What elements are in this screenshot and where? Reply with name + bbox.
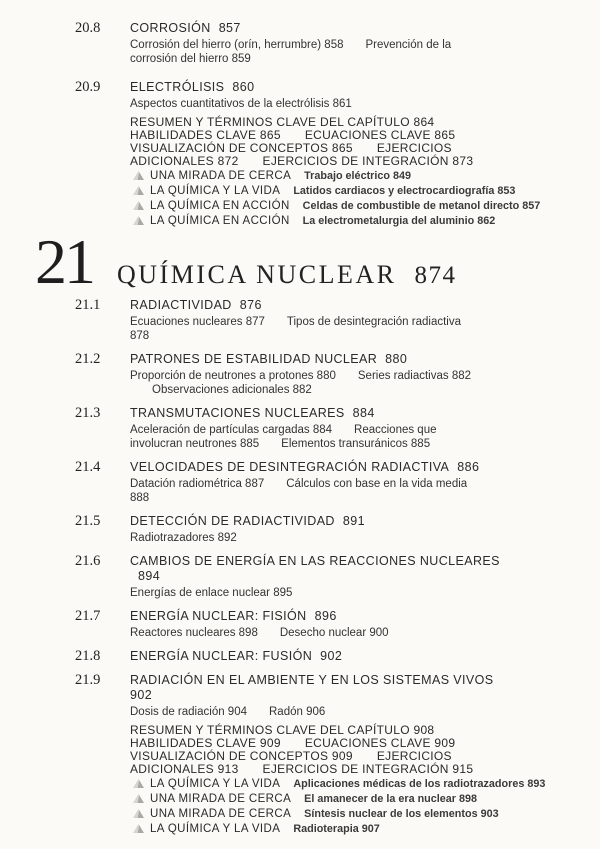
feature-label: LA QUÍMICA EN ACCIÓN — [150, 215, 290, 227]
section-title-line — [130, 609, 505, 624]
section-page-number: 860 — [232, 80, 255, 94]
end-matter-entry: HABILIDADES CLAVE 909 — [130, 736, 281, 750]
triangle-pyramid-icon — [133, 216, 144, 225]
feature-description: Trabajo eléctrico 849 — [304, 170, 411, 182]
end-matter-entry: VISUALIZACIÓN DE CONCEPTOS 865 — [130, 141, 353, 155]
section-page-number: 886 — [457, 460, 480, 474]
feature-entry — [133, 185, 550, 198]
end-matter-entry: EJERCICIOS ADICIONALES 913 — [130, 749, 452, 776]
subtopic-line — [130, 705, 482, 719]
section-title: RADIACIÓN EN EL AMBIENTE Y EN LOS SISTEMAS VIVOS — [130, 673, 494, 687]
triangle-pyramid-icon — [133, 779, 144, 788]
chapter-title: QUÍMICA NUCLEAR — [117, 260, 397, 289]
section-number: 21.5 — [75, 513, 101, 529]
section-page-number: 891 — [342, 514, 365, 528]
feature-description: Latidos cardiacos y electrocardiografía 853 — [293, 185, 516, 197]
subtopic-line — [130, 586, 482, 600]
section-title-line — [130, 673, 505, 703]
feature-description: Síntesis nuclear de los elementos 903 — [304, 808, 499, 820]
subtopic-entry: Series radiactivas 882 — [357, 370, 472, 382]
section-page-number: 902 — [320, 649, 343, 663]
section-title-line — [130, 21, 505, 36]
section-entry — [130, 298, 505, 343]
end-matter-entry: HABILIDADES CLAVE 865 — [130, 128, 281, 142]
section-title: VELOCIDADES DE DESINTEGRACIÓN RADIACTIVA — [130, 460, 450, 474]
feature-label: LA QUÍMICA Y LA VIDA — [150, 823, 281, 835]
subtopic-entry: Radiotrazadores 892 — [130, 532, 237, 544]
feature-label: UNA MIRADA DE CERCA — [150, 170, 292, 182]
feature-entry — [133, 215, 550, 228]
section-title: PATRONES DE ESTABILIDAD NUCLEAR — [130, 352, 378, 366]
section-list-ch21 — [35, 298, 580, 719]
section-title-line — [130, 649, 505, 664]
section-entry — [130, 460, 505, 505]
section-number: 21.3 — [75, 405, 101, 421]
section-page-number: 894 — [138, 569, 161, 583]
chapter-21-toc — [35, 298, 580, 836]
chapter-20-toc-part — [35, 21, 580, 228]
end-matter-entry: RESUMEN Y TÉRMINOS CLAVE DEL CAPÍTULO 908 — [130, 723, 435, 737]
section-number: 21.9 — [75, 672, 101, 688]
subtopic-entry: Ecuaciones nucleares 877 — [130, 316, 265, 328]
section-page-number: 902 — [130, 688, 153, 702]
triangle-pyramid-icon — [133, 824, 144, 833]
section-number: 20.9 — [75, 79, 101, 95]
subtopic-entry: Reactores nucleares 898 — [130, 627, 258, 639]
section-number: 21.4 — [75, 459, 101, 475]
subtopic-entry: Desecho nuclear 900 — [279, 627, 389, 639]
section-entry — [130, 649, 505, 664]
section-title-line — [130, 352, 505, 367]
feature-entry — [133, 808, 550, 821]
section-page-number: 896 — [314, 609, 337, 623]
feature-description: La electrometalurgia del aluminio 862 — [302, 215, 496, 227]
triangle-pyramid-icon — [133, 171, 144, 180]
section-number: 20.8 — [75, 20, 101, 36]
section-title: RADIACTIVIDAD — [130, 298, 232, 312]
feature-label: LA QUÍMICA Y LA VIDA — [150, 185, 281, 197]
section-title-line — [130, 298, 505, 313]
section-page-number: 884 — [352, 406, 375, 420]
section-entry — [130, 554, 505, 600]
end-matter-entry: EJERCICIOS DE INTEGRACIÓN 915 — [262, 762, 474, 776]
feature-label: UNA MIRADA DE CERCA — [150, 793, 292, 805]
triangle-pyramid-icon — [133, 794, 144, 803]
triangle-pyramid-icon — [133, 186, 144, 195]
feature-entry — [133, 793, 550, 806]
section-page-number: 880 — [385, 352, 408, 366]
triangle-pyramid-icon — [133, 201, 144, 210]
subtopic-line — [130, 369, 482, 397]
subtopic-line — [130, 626, 482, 640]
feature-description: Aplicaciones médicas de los radiotrazadores 893 — [293, 778, 546, 790]
section-title-line — [130, 406, 505, 421]
section-entry — [130, 21, 505, 66]
subtopic-line — [130, 531, 482, 545]
feature-list-ch20 — [133, 170, 580, 228]
toc-section-row — [75, 514, 580, 545]
section-page-number: 857 — [218, 21, 241, 35]
subtopic-entry: Energías de enlace nuclear 895 — [130, 587, 293, 599]
section-entry — [130, 406, 505, 451]
end-matter-entry: VISUALIZACIÓN DE CONCEPTOS 909 — [130, 749, 353, 763]
section-number: 21.8 — [75, 648, 101, 664]
section-title-line — [130, 514, 505, 529]
subtopic-entry: Aspectos cuantitativos de la electrólisis 861 — [130, 98, 352, 110]
feature-description: Celdas de combustible de metanol directo 857 — [302, 200, 541, 212]
subtopic-entry: Observaciones adicionales 882 — [152, 384, 312, 396]
end-matter-ch20 — [130, 116, 490, 168]
end-matter-entry: RESUMEN Y TÉRMINOS CLAVE DEL CAPÍTULO 864 — [130, 115, 435, 129]
section-title-line — [130, 554, 505, 584]
subtopic-entry: Dosis de radiación 904 — [130, 706, 247, 718]
toc-section-row — [75, 554, 580, 600]
subtopic-entry: Aceleración de partículas cargadas 884 — [130, 424, 333, 436]
end-matter-entry: EJERCICIOS DE INTEGRACIÓN 873 — [262, 154, 474, 168]
feature-label: LA QUÍMICA Y LA VIDA — [150, 778, 281, 790]
section-title: ELECTRÓLISIS — [130, 80, 225, 94]
section-title: CORROSIÓN — [130, 21, 211, 35]
toc-section-row — [75, 649, 580, 664]
end-matter-ch21 — [130, 724, 490, 776]
end-matter-entry: ECUACIONES CLAVE 865 — [304, 128, 456, 142]
subtopic-line — [130, 477, 482, 505]
feature-description: El amanecer de la era nuclear 898 — [304, 793, 478, 805]
section-entry — [130, 514, 505, 545]
toc-section-row — [75, 352, 580, 397]
toc-section-row — [75, 609, 580, 640]
section-title: ENERGÍA NUCLEAR: FUSIÓN — [130, 649, 313, 663]
end-matter-entry: ECUACIONES CLAVE 909 — [304, 736, 456, 750]
subtopic-line — [130, 97, 482, 111]
section-title: TRANSMUTACIONES NUCLEARES — [130, 406, 345, 420]
subtopic-line — [130, 315, 482, 343]
section-entry — [130, 673, 505, 719]
feature-entry — [133, 823, 550, 836]
feature-entry — [133, 200, 550, 213]
section-number: 21.2 — [75, 351, 101, 367]
chapter-21-heading — [35, 226, 580, 297]
feature-description: Radioterapia 907 — [293, 823, 380, 835]
toc-section-row — [75, 460, 580, 505]
subtopic-entry: Elementos transuránicos 885 — [281, 438, 431, 450]
section-number: 21.6 — [75, 553, 101, 569]
section-title: CAMBIOS DE ENERGÍA EN LAS REACCIONES NUCLEARES — [130, 554, 500, 568]
subtopic-entry: Datación radiométrica 887 — [130, 478, 265, 490]
subtopic-line — [130, 38, 482, 66]
end-matter-entry: EJERCICIOS ADICIONALES 872 — [130, 141, 452, 168]
subtopic-entry: Radón 906 — [269, 706, 326, 718]
toc-section-row — [75, 21, 580, 66]
toc-section-row — [75, 298, 580, 343]
section-title: ENERGÍA NUCLEAR: FISIÓN — [130, 609, 307, 623]
subtopic-line — [130, 423, 482, 451]
section-entry — [130, 352, 505, 397]
subtopic-entry: Prevención de la corrosión del hierro 859 — [130, 39, 452, 65]
subtopic-entry: Corrosión del hierro (orín, herrumbre) 858 — [130, 39, 344, 51]
feature-entry — [133, 170, 550, 183]
chapter-page-number: 874 — [414, 262, 457, 289]
subtopic-entry: Tipos de desintegración radiactiva 878 — [130, 316, 461, 342]
chapter-number: 21 — [35, 226, 93, 297]
feature-label: UNA MIRADA DE CERCA — [150, 808, 292, 820]
section-list-ch20 — [35, 21, 580, 111]
section-title-line — [130, 460, 505, 475]
section-entry — [130, 80, 505, 111]
section-page-number: 876 — [239, 298, 262, 312]
feature-label: LA QUÍMICA EN ACCIÓN — [150, 200, 290, 212]
section-entry — [130, 609, 505, 640]
subtopic-entry: Reacciones que involucran neutrones 885 — [130, 424, 437, 450]
section-number: 21.1 — [75, 297, 101, 313]
toc-section-row — [75, 673, 580, 719]
triangle-pyramid-icon — [133, 809, 144, 818]
section-title: DETECCIÓN DE RADIACTIVIDAD — [130, 514, 335, 528]
subtopic-entry: Cálculos con base en la vida media 888 — [130, 478, 468, 504]
section-number: 21.7 — [75, 608, 101, 624]
toc-section-row — [75, 406, 580, 451]
section-title-line — [130, 80, 505, 95]
subtopic-entry: Proporción de neutrones a protones 880 — [130, 370, 336, 382]
toc-section-row — [75, 80, 580, 111]
feature-list-ch21 — [133, 778, 580, 836]
feature-entry — [133, 778, 550, 791]
